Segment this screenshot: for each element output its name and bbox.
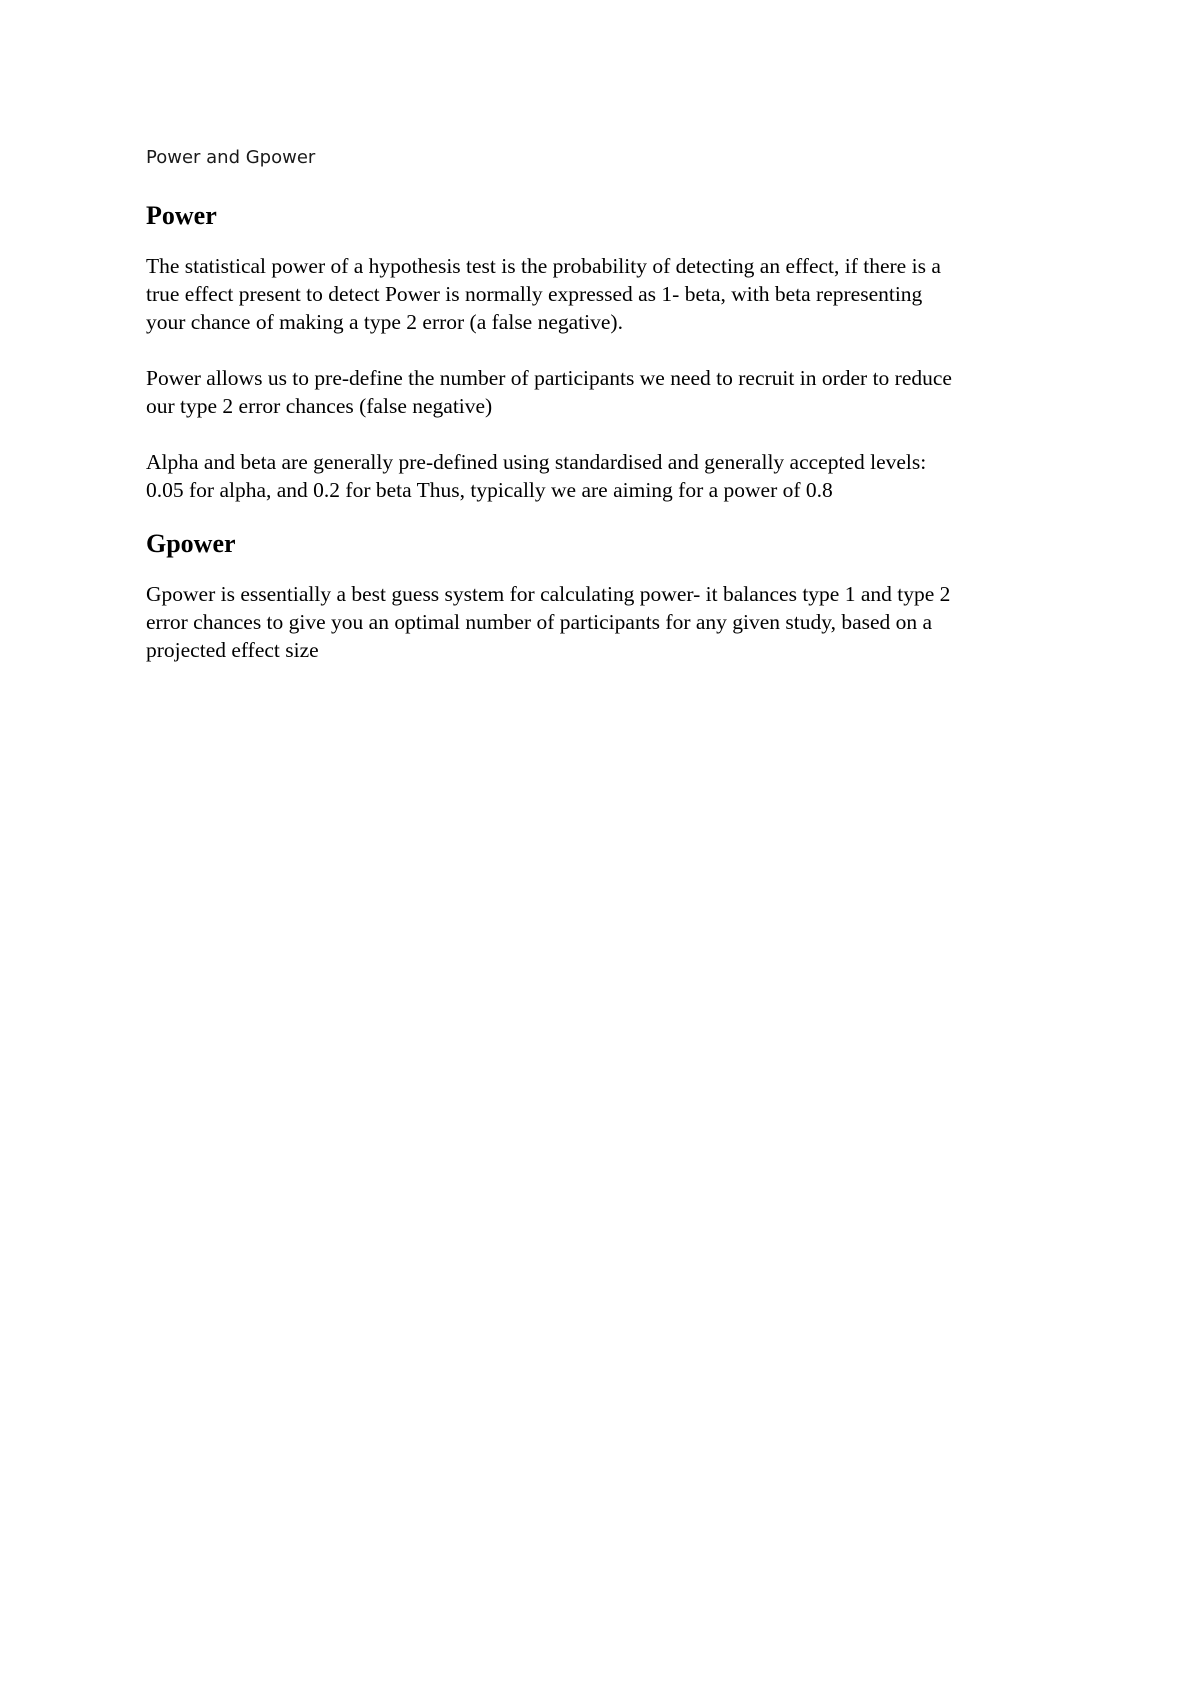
document-header: Power and Gpower (146, 147, 316, 168)
paragraph (146, 448, 1076, 504)
paragraph-line: error chances to give you an optimal number of participants for any given study, based on a (146, 610, 933, 634)
paragraph-line: Gpower is essentially a best guess system for calculating power- it balances type 1 and type 2 (146, 582, 951, 606)
paragraph-line: 0.05 for alpha, and 0.2 for beta Thus, typically we are aiming for a power of 0.8 (146, 478, 833, 502)
paragraph (146, 580, 1076, 664)
section-gpower (146, 528, 1076, 664)
document-body (146, 146, 1076, 692)
paragraph (146, 364, 1076, 420)
paragraph-line: your chance of making a type 2 error (a false negative). (146, 310, 623, 334)
paragraph (146, 252, 1076, 336)
section-heading: Power (146, 201, 217, 230)
paragraph-line: projected effect size (146, 638, 319, 662)
paragraph-line: The statistical power of a hypothesis test is the probability of detecting an effect, if there is a (146, 254, 941, 278)
paragraph-line: our type 2 error chances (false negative) (146, 394, 493, 418)
paragraph-line: true effect present to detect Power is normally expressed as 1- beta, with beta representing (146, 282, 923, 306)
section-heading: Gpower (146, 529, 236, 558)
paragraph-line: Alpha and beta are generally pre-defined using standardised and generally accepted levels: (146, 450, 927, 474)
section-power (146, 200, 1076, 504)
paragraph-line: Power allows us to pre-define the number of participants we need to recruit in order to reduce (146, 366, 952, 390)
